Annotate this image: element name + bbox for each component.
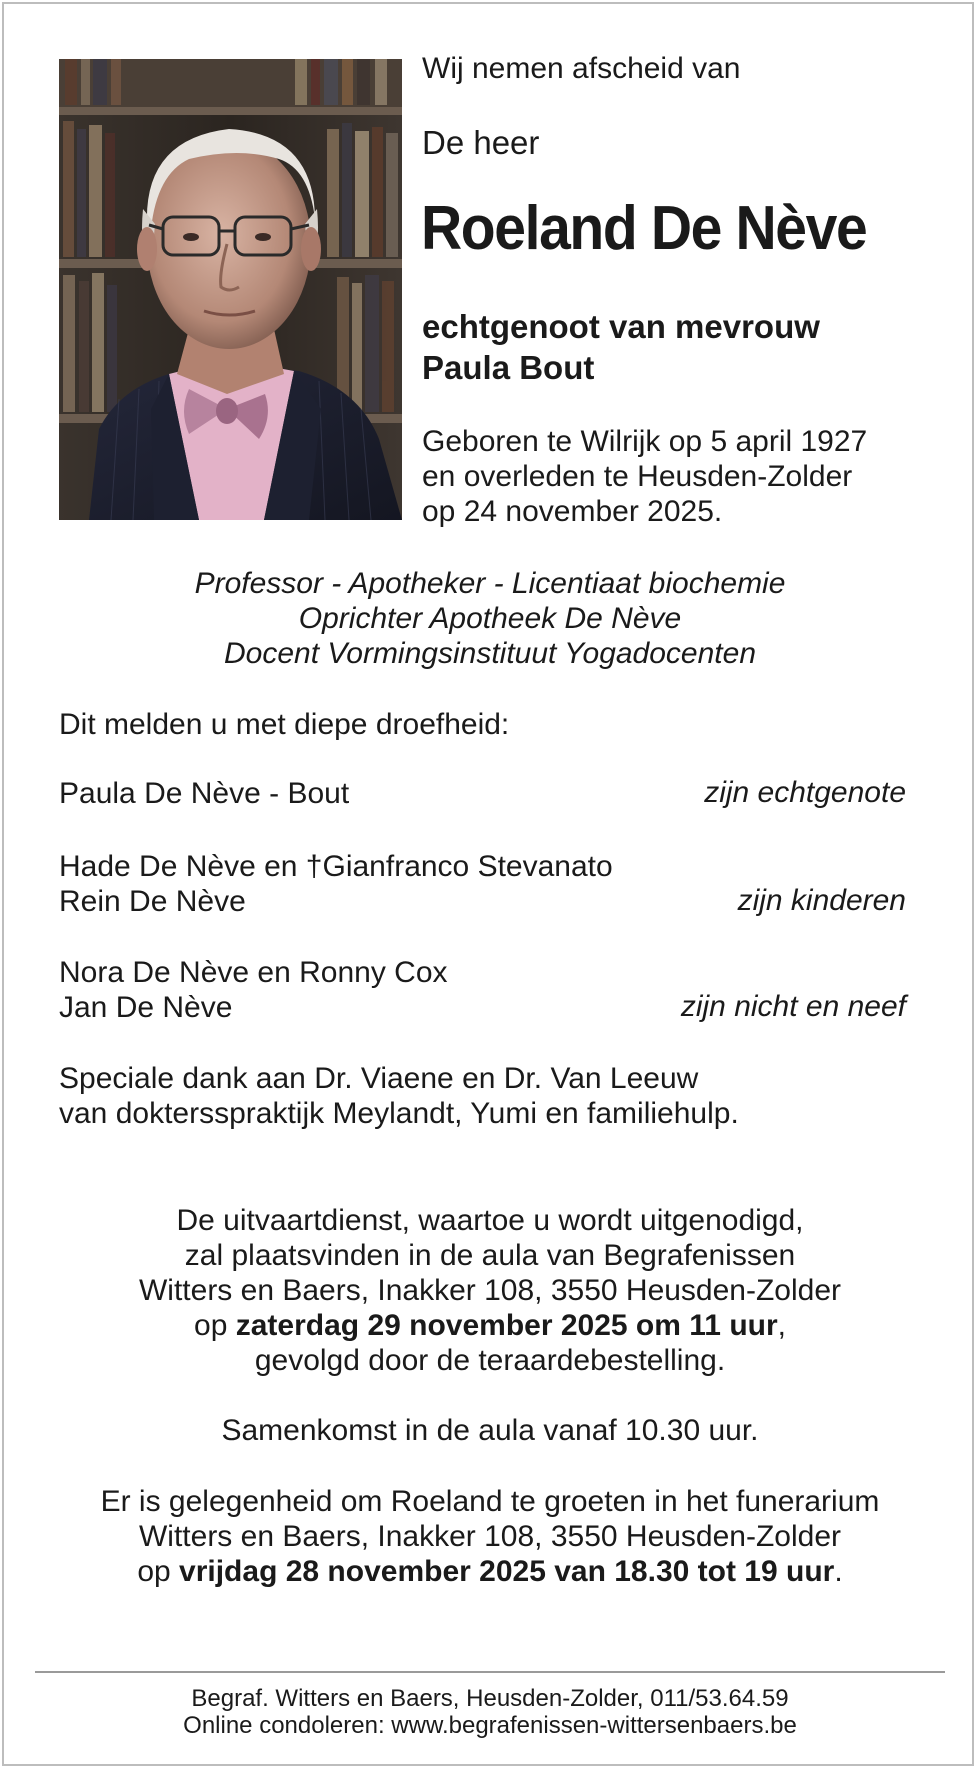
title-line: Docent Vormingsinstituut Yogadocenten: [223, 637, 757, 670]
spouse-line: echtgenoot van mevrouw: [422, 308, 820, 345]
professional-titles: [0, 566, 980, 671]
portrait-image: [59, 59, 402, 520]
birth-death-line: op 24 november 2025.: [422, 495, 723, 528]
announcement: Dit melden u met diepe droefheid:: [59, 708, 510, 741]
title-line: Professor - Apotheker - Licentiaat biochemie: [194, 567, 786, 600]
service-date-prefix: op: [194, 1309, 236, 1342]
service-line: De uitvaartdienst, waartoe u wordt uitgenodigd,: [176, 1204, 804, 1237]
family-name: Nora De Nève en Ronny Cox: [59, 956, 448, 989]
service-line: gevolgd door de teraardebestelling.: [254, 1344, 726, 1377]
family-name: Rein De Nève: [59, 885, 246, 918]
portrait-photo: [59, 59, 402, 520]
birth-death-block: [422, 424, 867, 529]
gathering-text: Samenkomst in de aula vanaf 10.30 uur.: [221, 1414, 759, 1447]
visitation-line: Witters en Baers, Inakker 108, 3550 Heusden-Zolder: [138, 1520, 842, 1553]
visitation-block: [0, 1484, 980, 1589]
family-relation-spouse: zijn echtgenote: [704, 776, 906, 809]
family-name: Paula De Nève - Bout: [59, 777, 350, 810]
birth-death-line: en overleden te Heusden-Zolder: [422, 460, 853, 493]
visitation-date-line: [0, 1554, 980, 1589]
service-date-suffix: ,: [777, 1309, 786, 1342]
intro-text: Wij nemen afscheid van: [422, 52, 741, 85]
family-name: Jan De Nève: [59, 991, 233, 1024]
thanks-line: van doktersspraktijk Meylandt, Yumi en familiehulp.: [59, 1097, 739, 1130]
footer-contact: Begraf. Witters en Baers, Heusden-Zolder, 011/53.64.59: [191, 1685, 789, 1712]
salutation: De heer: [422, 124, 540, 161]
service-block: [0, 1203, 980, 1378]
spouse-name: Paula Bout: [422, 349, 595, 386]
family-names-niece-nephew: [59, 955, 448, 1025]
footer-condolence-link[interactable]: Online condoleren: www.begrafenissen-wittersenbaers.be: [183, 1712, 797, 1739]
footer-divider: [35, 1671, 945, 1673]
visitation-date-suffix: .: [834, 1555, 843, 1588]
visitation-line: Er is gelegenheid om Roeland te groeten in het funerarium: [100, 1485, 880, 1518]
family-relation-niece-nephew: zijn nicht en neef: [680, 990, 906, 1023]
footer: [0, 1685, 980, 1739]
visitation-date: vrijdag 28 november 2025 van 18.30 tot 19 uur: [179, 1555, 835, 1588]
title-line: Oprichter Apotheek De Nève: [298, 602, 682, 635]
birth-death-line: Geboren te Wilrijk op 5 april 1927: [422, 425, 868, 458]
family-names-children: [59, 849, 613, 919]
deceased-name: Roeland De Nève: [421, 194, 867, 263]
family-name: Hade De Nève en †Gianfranco Stevanato: [59, 850, 613, 883]
family-names-spouse: [59, 776, 349, 811]
service-date-line: [0, 1308, 980, 1343]
visitation-date-prefix: op: [137, 1555, 180, 1588]
family-relation-children: zijn kinderen: [737, 884, 906, 917]
service-line: Witters en Baers, Inakker 108, 3550 Heusden-Zolder: [138, 1274, 842, 1307]
thanks-block: [59, 1061, 739, 1131]
thanks-line: Speciale dank aan Dr. Viaene en Dr. Van Leeuw: [59, 1062, 699, 1095]
spouse-block: [422, 306, 820, 388]
service-line: zal plaatsvinden in de aula van Begrafenissen: [184, 1239, 796, 1272]
service-date: zaterdag 29 november 2025 om 11 uur: [235, 1309, 778, 1342]
